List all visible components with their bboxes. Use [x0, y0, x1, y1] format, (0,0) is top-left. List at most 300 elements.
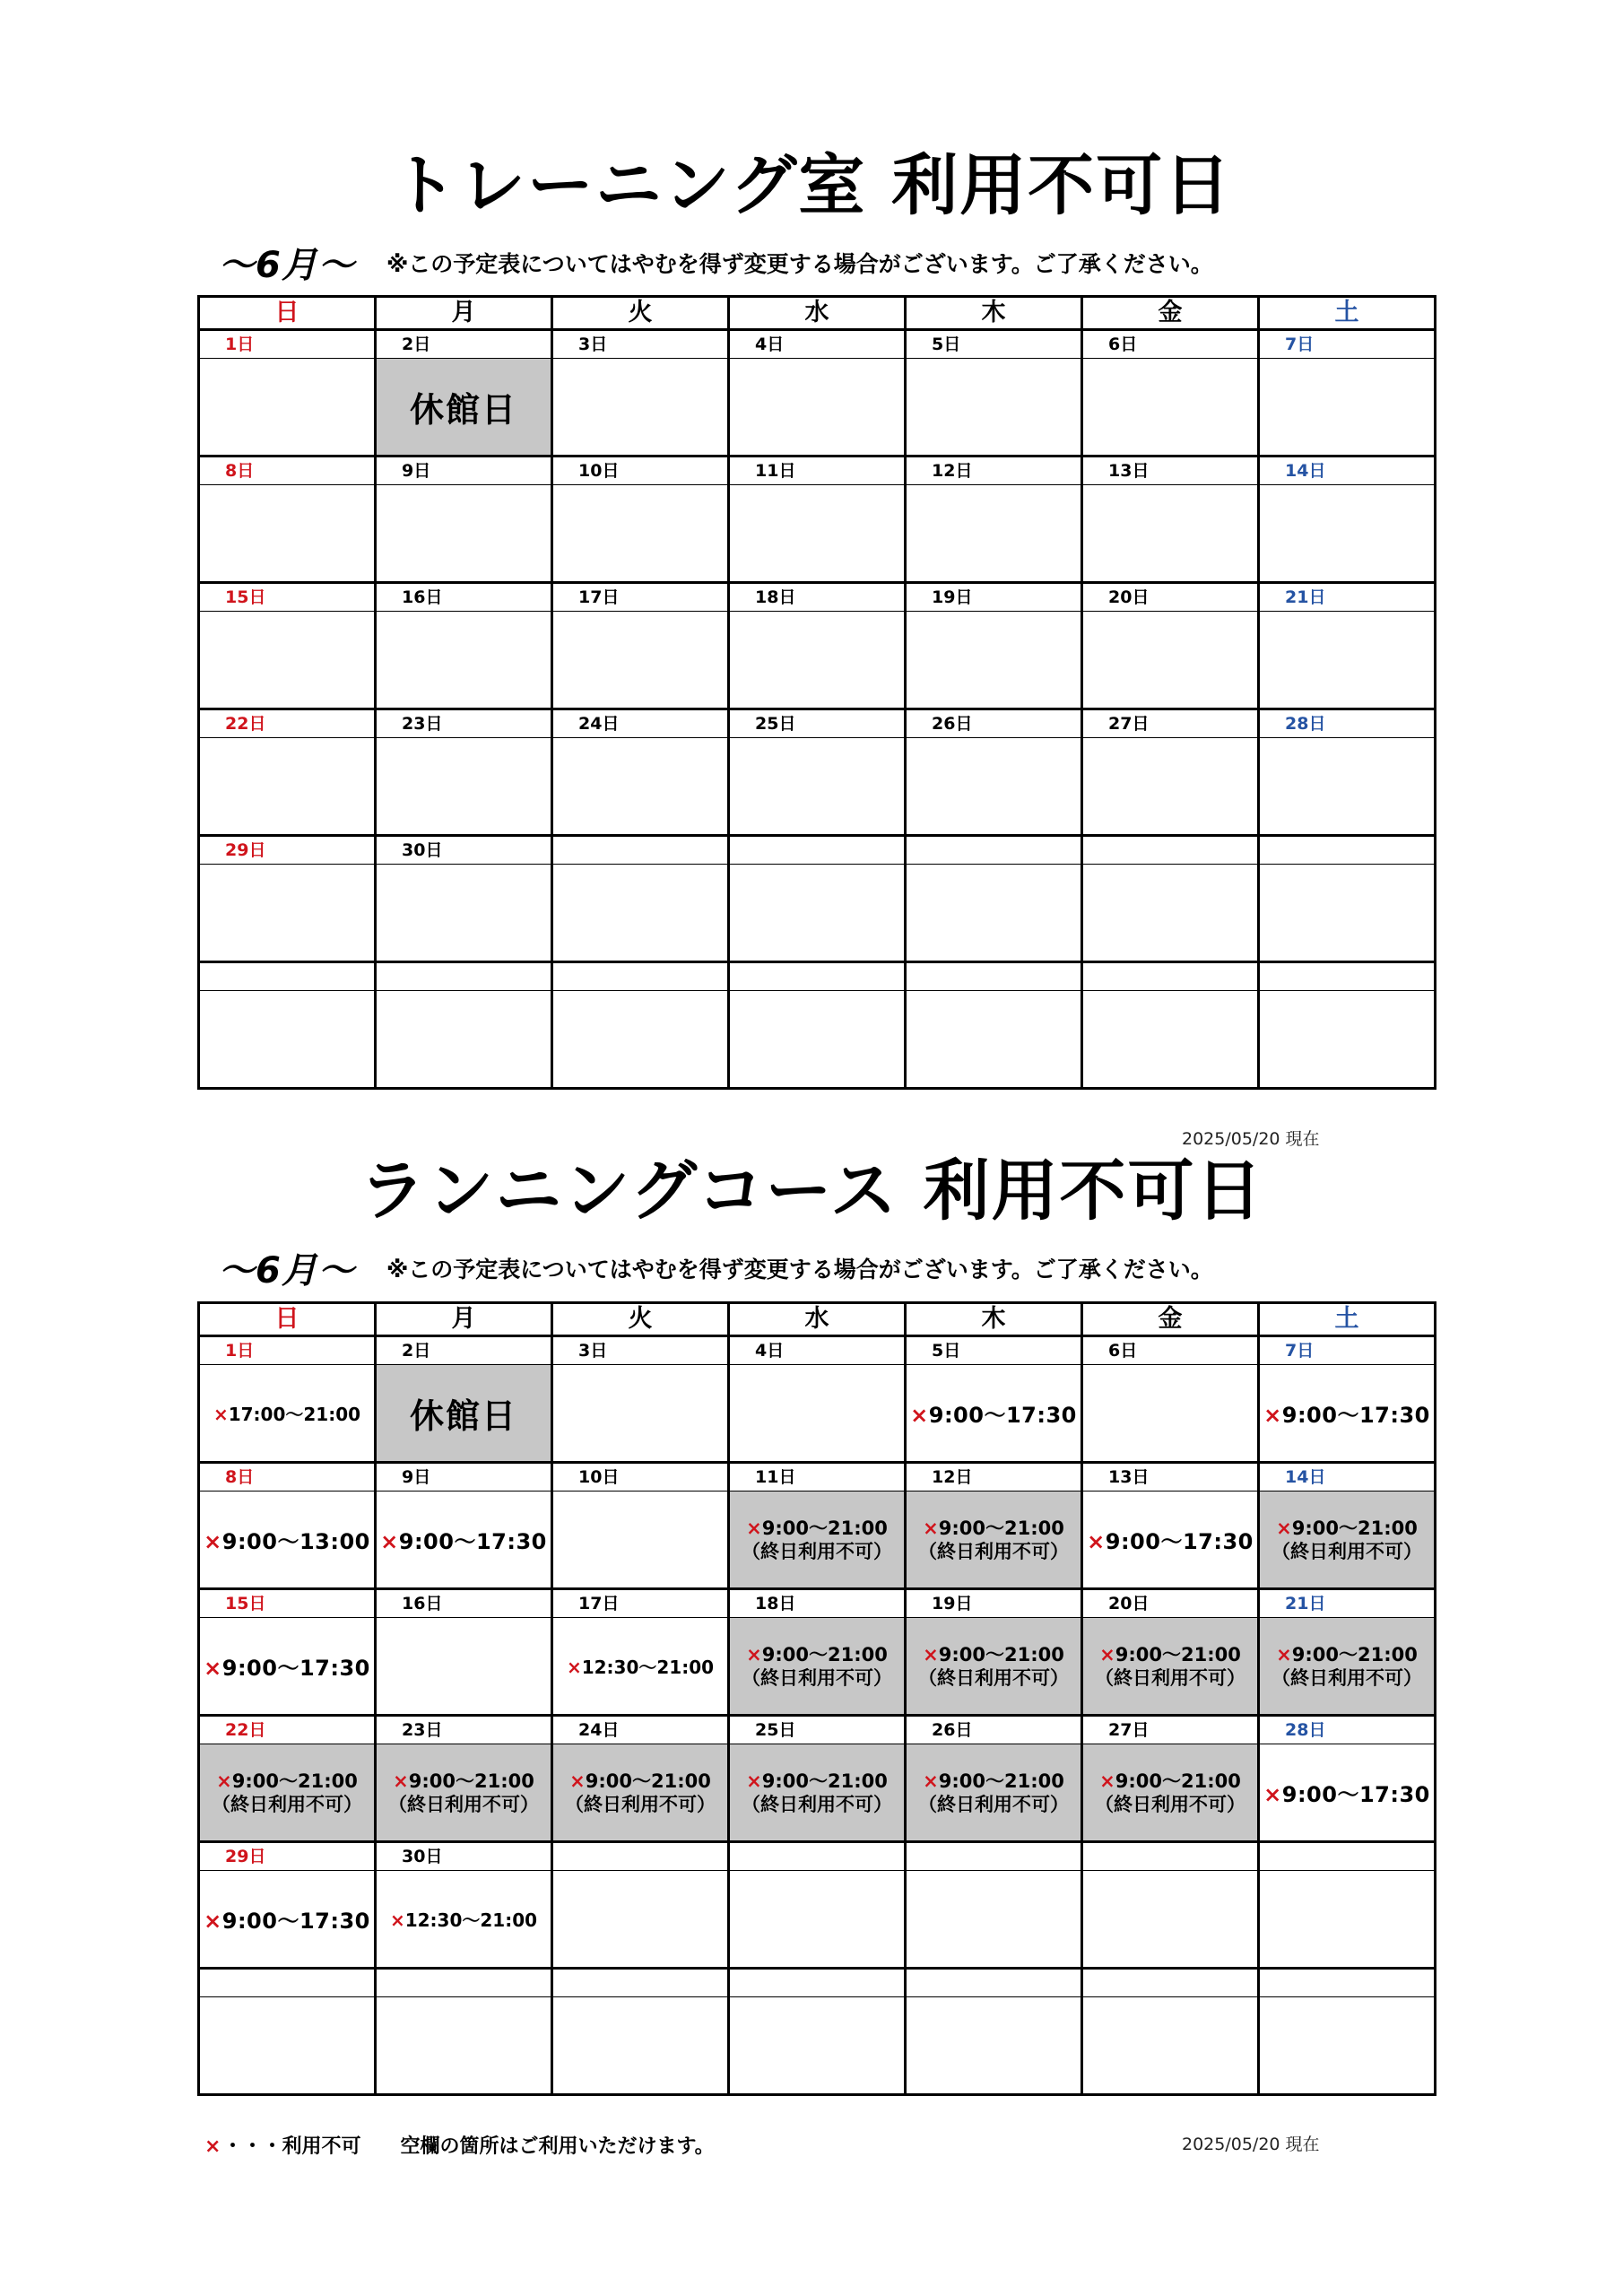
time-range: 9:00～21:00: [585, 1770, 711, 1792]
date-row: [199, 1969, 1436, 1997]
weekday-header-row: [199, 1303, 1436, 1336]
unavailable-time: [377, 1524, 551, 1555]
allday-unavailable: [1083, 1770, 1257, 1816]
time-range: 9:00～17:30: [398, 1529, 547, 1554]
time-range: 12:30～21:00: [581, 1657, 715, 1678]
day-cell: [1082, 1492, 1259, 1589]
allday-unavailable: [730, 1643, 904, 1690]
day-cell: [376, 1744, 552, 1842]
date-number: 4日: [729, 330, 906, 359]
day-cell: [1259, 1365, 1436, 1463]
date-number: [906, 962, 1082, 991]
date-number: 9日: [376, 457, 552, 485]
unavailable-mark-icon: ×: [1263, 1782, 1282, 1807]
time-line: [1083, 1643, 1257, 1666]
as-of-date: 2025/05/20 現在: [1182, 2135, 1320, 2154]
date-number: [1259, 962, 1436, 991]
day-cell: [906, 1365, 1082, 1463]
time-range: 9:00～21:00: [938, 1643, 1064, 1665]
date-number: 16日: [376, 1589, 552, 1618]
unavailable-mark-icon: ×: [1276, 1643, 1292, 1665]
date-number: [906, 836, 1082, 865]
content-row: [199, 1618, 1436, 1716]
day-cell: [1259, 485, 1436, 583]
day-cell: [552, 1492, 729, 1589]
allday-unavailable: [730, 1770, 904, 1816]
time-line: [1260, 1643, 1434, 1666]
date-number: 8日: [199, 1463, 376, 1492]
date-number: 20日: [1082, 583, 1259, 612]
date-number: 3日: [552, 330, 729, 359]
date-number: 30日: [376, 1842, 552, 1871]
date-number: 25日: [729, 709, 906, 738]
date-row: [199, 1336, 1436, 1365]
weekday-header: 水: [729, 1303, 906, 1336]
allday-note: （終日利用不可）: [565, 1793, 716, 1815]
time-range: 9:00～17:30: [1281, 1403, 1430, 1428]
day-cell: [729, 612, 906, 709]
allday-unavailable: [730, 1517, 904, 1563]
unavailable-time: [200, 1524, 374, 1555]
date-number: 28日: [1259, 1716, 1436, 1744]
allday-note: （終日利用不可）: [1271, 1666, 1422, 1689]
allday-note: （終日利用不可）: [918, 1666, 1069, 1689]
time-range: 9:00～17:30: [1105, 1529, 1254, 1554]
date-number: 26日: [906, 709, 1082, 738]
allday-unavailable: [1260, 1517, 1434, 1563]
date-number: 20日: [1082, 1589, 1259, 1618]
date-row: [199, 962, 1436, 991]
change-notice: ※この予定表についてはやむを得ず変更する場合がございます。ご了承ください。: [386, 250, 1213, 277]
allday-unavailable: [1260, 1643, 1434, 1690]
day-cell: [376, 1492, 552, 1589]
day-cell: [906, 485, 1082, 583]
day-cell: [199, 485, 376, 583]
unavailable-mark-icon: ×: [1099, 1770, 1115, 1792]
unavailable-mark-icon: ×: [910, 1403, 929, 1428]
date-number: [552, 836, 729, 865]
weekday-header: 木: [906, 297, 1082, 330]
date-number: [729, 962, 906, 991]
unavailable-mark-icon: ×: [393, 1770, 409, 1792]
unavailable-mark-icon: ×: [213, 1404, 229, 1425]
weekday-header: 木: [906, 1303, 1082, 1336]
time-line: [907, 1643, 1081, 1666]
weekday-header: 日: [199, 297, 376, 330]
date-number: [729, 1842, 906, 1871]
time-range: 9:00～21:00: [761, 1517, 888, 1539]
day-cell: [199, 1618, 376, 1716]
day-cell: [906, 359, 1082, 457]
unavailable-mark-icon: ×: [923, 1517, 939, 1539]
date-number: 24日: [552, 1716, 729, 1744]
date-number: 16日: [376, 583, 552, 612]
unavailable-time: [200, 1903, 374, 1935]
weekday-header: 土: [1259, 1303, 1436, 1336]
date-number: 28日: [1259, 709, 1436, 738]
time-range: 9:00～17:30: [221, 1656, 370, 1681]
time-line: [730, 1517, 904, 1540]
date-number: 23日: [376, 709, 552, 738]
unavailable-time: [1260, 1397, 1434, 1429]
day-cell: [1259, 1997, 1436, 2095]
day-cell: [1259, 1618, 1436, 1716]
date-row: [199, 1463, 1436, 1492]
date-number: [552, 1842, 729, 1871]
allday-unavailable: [200, 1770, 374, 1816]
date-number: 8日: [199, 457, 376, 485]
day-cell: [906, 1492, 1082, 1589]
day-cell: [1259, 1744, 1436, 1842]
unavailable-time: [200, 1400, 374, 1426]
day-cell: [906, 738, 1082, 836]
unavailable-mark-icon: ×: [204, 1529, 222, 1554]
allday-note: （終日利用不可）: [1095, 1793, 1245, 1815]
day-cell: [552, 612, 729, 709]
day-cell: [376, 1997, 552, 2095]
training-room-calendar: [197, 295, 1436, 1090]
day-cell: [199, 1492, 376, 1589]
time-range: 9:00～21:00: [1115, 1770, 1241, 1792]
time-range: 9:00～17:30: [221, 1909, 370, 1934]
time-range: 9:00～17:30: [1281, 1782, 1430, 1807]
day-cell: [729, 865, 906, 962]
date-number: 7日: [1259, 1336, 1436, 1365]
date-row: [199, 709, 1436, 738]
day-cell: [199, 1997, 376, 2095]
content-row: [199, 991, 1436, 1089]
weekday-header: 月: [376, 1303, 552, 1336]
time-range: 9:00～21:00: [761, 1770, 888, 1792]
date-number: [1082, 836, 1259, 865]
weekday-header: 金: [1082, 1303, 1259, 1336]
content-row: [199, 612, 1436, 709]
day-cell: [199, 612, 376, 709]
day-cell: [906, 1997, 1082, 2095]
day-cell: [376, 865, 552, 962]
date-number: [906, 1842, 1082, 1871]
date-number: 27日: [1082, 709, 1259, 738]
unavailable-mark-icon: ×: [1263, 1403, 1282, 1428]
day-cell: [906, 1618, 1082, 1716]
day-cell: [1082, 1997, 1259, 2095]
date-number: 23日: [376, 1716, 552, 1744]
day-cell: [906, 612, 1082, 709]
time-line: [730, 1770, 904, 1793]
date-number: [1259, 1969, 1436, 1997]
day-cell: [1259, 359, 1436, 457]
date-number: 11日: [729, 457, 906, 485]
time-range: 9:00～21:00: [938, 1517, 1064, 1539]
closed-day-label: 休館日: [409, 1396, 517, 1436]
date-number: [376, 962, 552, 991]
content-row: [199, 1365, 1436, 1463]
date-row: [199, 457, 1436, 485]
day-cell: [199, 991, 376, 1089]
date-number: 18日: [729, 583, 906, 612]
time-range: 9:00～21:00: [761, 1643, 888, 1665]
allday-unavailable: [907, 1517, 1081, 1563]
training-room-subheader: [219, 237, 1213, 286]
date-number: [729, 836, 906, 865]
unavailable-mark-icon: ×: [1099, 1643, 1115, 1665]
allday-note: （終日利用不可）: [388, 1793, 539, 1815]
day-cell: [906, 865, 1082, 962]
day-cell: [729, 485, 906, 583]
day-cell: [552, 738, 729, 836]
date-number: 25日: [729, 1716, 906, 1744]
date-number: 5日: [906, 1336, 1082, 1365]
day-cell: [552, 865, 729, 962]
allday-unavailable: [907, 1770, 1081, 1816]
day-cell: [1259, 1871, 1436, 1969]
day-cell: [729, 1744, 906, 1842]
date-number: [729, 1969, 906, 1997]
weekday-header: 水: [729, 297, 906, 330]
time-range: 9:00～21:00: [938, 1770, 1064, 1792]
date-number: 6日: [1082, 330, 1259, 359]
day-cell: [729, 1997, 906, 2095]
date-number: 13日: [1082, 457, 1259, 485]
day-cell: [1082, 1744, 1259, 1842]
day-cell: [376, 991, 552, 1089]
date-number: 3日: [552, 1336, 729, 1365]
allday-note: （終日利用不可）: [918, 1540, 1069, 1562]
date-number: 14日: [1259, 1463, 1436, 1492]
weekday-header: 月: [376, 297, 552, 330]
legend: [204, 2131, 715, 2159]
day-cell: [552, 1871, 729, 1969]
date-number: 17日: [552, 583, 729, 612]
date-number: 27日: [1082, 1716, 1259, 1744]
allday-note: （終日利用不可）: [742, 1666, 892, 1689]
day-cell: [552, 1997, 729, 2095]
date-number: 15日: [199, 1589, 376, 1618]
date-number: 30日: [376, 836, 552, 865]
day-cell: [199, 865, 376, 962]
day-cell: [1082, 991, 1259, 1089]
day-cell: [729, 359, 906, 457]
time-range: 12:30～21:00: [404, 1909, 538, 1931]
content-row: [199, 1744, 1436, 1842]
day-cell: [552, 359, 729, 457]
date-number: [1082, 962, 1259, 991]
date-number: [1259, 1842, 1436, 1871]
date-row: [199, 1842, 1436, 1871]
time-line: [553, 1770, 727, 1793]
time-range: 9:00～21:00: [1291, 1517, 1418, 1539]
unavailable-mark-icon: ×: [204, 1656, 222, 1681]
weekday-header-row: [199, 297, 1436, 330]
day-cell: [1082, 1618, 1259, 1716]
date-number: 29日: [199, 1842, 376, 1871]
allday-note: （終日利用不可）: [1095, 1666, 1245, 1689]
content-row: [199, 1871, 1436, 1969]
date-number: 22日: [199, 709, 376, 738]
date-number: 13日: [1082, 1463, 1259, 1492]
date-number: 15日: [199, 583, 376, 612]
day-cell: [1259, 991, 1436, 1089]
day-cell: [1259, 612, 1436, 709]
day-cell: [552, 1744, 729, 1842]
weekday-header: 金: [1082, 297, 1259, 330]
allday-unavailable: [553, 1770, 727, 1816]
unavailable-time: [1260, 1777, 1434, 1808]
allday-note: （終日利用不可）: [212, 1793, 362, 1815]
date-number: 24日: [552, 709, 729, 738]
unavailable-mark-icon: ×: [746, 1770, 762, 1792]
date-row: [199, 836, 1436, 865]
unavailable-mark-icon: ×: [389, 1909, 405, 1931]
time-range: 9:00～21:00: [1291, 1643, 1418, 1665]
date-number: 12日: [906, 457, 1082, 485]
date-number: 1日: [199, 330, 376, 359]
time-range: 9:00～17:30: [928, 1403, 1077, 1428]
date-row: [199, 330, 1436, 359]
day-cell: [376, 485, 552, 583]
day-cell: [376, 1871, 552, 1969]
date-number: [1082, 1969, 1259, 1997]
content-row: [199, 738, 1436, 836]
date-number: 2日: [376, 1336, 552, 1365]
legend-text: ・・・利用不可 空欄の箇所はご利用いただけます。: [222, 2135, 715, 2158]
date-number: 9日: [376, 1463, 552, 1492]
unavailable-mark-icon: ×: [923, 1770, 939, 1792]
day-cell: [376, 1618, 552, 1716]
day-cell: [1259, 1492, 1436, 1589]
day-cell: [199, 1365, 376, 1463]
day-cell: [729, 1618, 906, 1716]
unavailable-mark-icon: ×: [569, 1770, 586, 1792]
time-line: [1260, 1517, 1434, 1540]
time-range: 9:00～13:00: [221, 1529, 370, 1554]
time-line: [200, 1770, 374, 1793]
date-number: 18日: [729, 1589, 906, 1618]
time-line: [907, 1517, 1081, 1540]
date-number: 21日: [1259, 583, 1436, 612]
day-cell: [906, 991, 1082, 1089]
running-course-calendar: [197, 1301, 1436, 2096]
day-cell: [376, 1365, 552, 1463]
allday-unavailable: [377, 1770, 551, 1816]
weekday-header: 土: [1259, 297, 1436, 330]
day-cell: [552, 485, 729, 583]
date-number: [552, 1969, 729, 1997]
day-cell: [199, 738, 376, 836]
training-room-title: トレーニング室 利用不可日: [390, 147, 1233, 224]
day-cell: [729, 738, 906, 836]
date-row: [199, 1589, 1436, 1618]
date-number: 6日: [1082, 1336, 1259, 1365]
unavailable-mark-icon: ×: [204, 1909, 222, 1934]
time-range: 17:00～21:00: [228, 1404, 361, 1425]
time-line: [1083, 1770, 1257, 1793]
unavailable-mark-icon: ×: [1276, 1517, 1292, 1539]
date-number: 19日: [906, 1589, 1082, 1618]
unavailable-mark-icon: ×: [1087, 1529, 1106, 1554]
day-cell: [1082, 359, 1259, 457]
content-row: [199, 359, 1436, 457]
day-cell: [199, 359, 376, 457]
time-line: [907, 1770, 1081, 1793]
unavailable-mark-icon: ×: [204, 2135, 221, 2158]
unavailable-mark-icon: ×: [216, 1770, 232, 1792]
allday-note: （終日利用不可）: [742, 1793, 892, 1815]
running-course-title: ランニングコース 利用不可日: [359, 1152, 1264, 1230]
unavailable-time: [907, 1397, 1081, 1429]
date-number: 14日: [1259, 457, 1436, 485]
day-cell: [1082, 1871, 1259, 1969]
date-row: [199, 583, 1436, 612]
date-number: [376, 1969, 552, 1997]
unavailable-time: [200, 1650, 374, 1682]
as-of-date: 2025/05/20 現在: [1182, 1129, 1320, 1149]
date-number: 29日: [199, 836, 376, 865]
date-number: 10日: [552, 457, 729, 485]
date-number: 11日: [729, 1463, 906, 1492]
unavailable-mark-icon: ×: [746, 1517, 762, 1539]
day-cell: [1082, 612, 1259, 709]
day-cell: [729, 991, 906, 1089]
allday-note: （終日利用不可）: [1271, 1540, 1422, 1562]
date-number: 17日: [552, 1589, 729, 1618]
day-cell: [729, 1871, 906, 1969]
day-cell: [376, 359, 552, 457]
unavailable-mark-icon: ×: [566, 1657, 582, 1678]
day-cell: [1082, 738, 1259, 836]
unavailable-time: [1083, 1524, 1257, 1555]
time-range: 9:00～21:00: [1115, 1643, 1241, 1665]
day-cell: [199, 1871, 376, 1969]
day-cell: [552, 991, 729, 1089]
date-number: [199, 962, 376, 991]
allday-unavailable: [907, 1643, 1081, 1690]
unavailable-mark-icon: ×: [380, 1529, 399, 1554]
allday-note: （終日利用不可）: [918, 1793, 1069, 1815]
month-label: ～6月～: [219, 245, 355, 286]
weekday-header: 日: [199, 1303, 376, 1336]
date-number: [199, 1969, 376, 1997]
date-number: [906, 1969, 1082, 1997]
date-number: 2日: [376, 330, 552, 359]
day-cell: [376, 612, 552, 709]
day-cell: [729, 1365, 906, 1463]
day-cell: [1259, 738, 1436, 836]
day-cell: [552, 1365, 729, 1463]
unavailable-mark-icon: ×: [746, 1643, 762, 1665]
running-course-subheader: [219, 1242, 1213, 1292]
closed-day-label: 休館日: [409, 390, 517, 430]
day-cell: [906, 1744, 1082, 1842]
time-range: 9:00～21:00: [231, 1770, 358, 1792]
unavailable-time: [553, 1653, 727, 1679]
date-number: [1082, 1842, 1259, 1871]
allday-unavailable: [1083, 1643, 1257, 1690]
change-notice: ※この予定表についてはやむを得ず変更する場合がございます。ご了承ください。: [386, 1256, 1213, 1283]
date-number: 22日: [199, 1716, 376, 1744]
day-cell: [1082, 1365, 1259, 1463]
date-number: 26日: [906, 1716, 1082, 1744]
content-row: [199, 485, 1436, 583]
content-row: [199, 865, 1436, 962]
content-row: [199, 1492, 1436, 1589]
unavailable-mark-icon: ×: [923, 1643, 939, 1665]
day-cell: [729, 1492, 906, 1589]
date-number: 19日: [906, 583, 1082, 612]
day-cell: [552, 1618, 729, 1716]
day-cell: [906, 1871, 1082, 1969]
date-number: 4日: [729, 1336, 906, 1365]
